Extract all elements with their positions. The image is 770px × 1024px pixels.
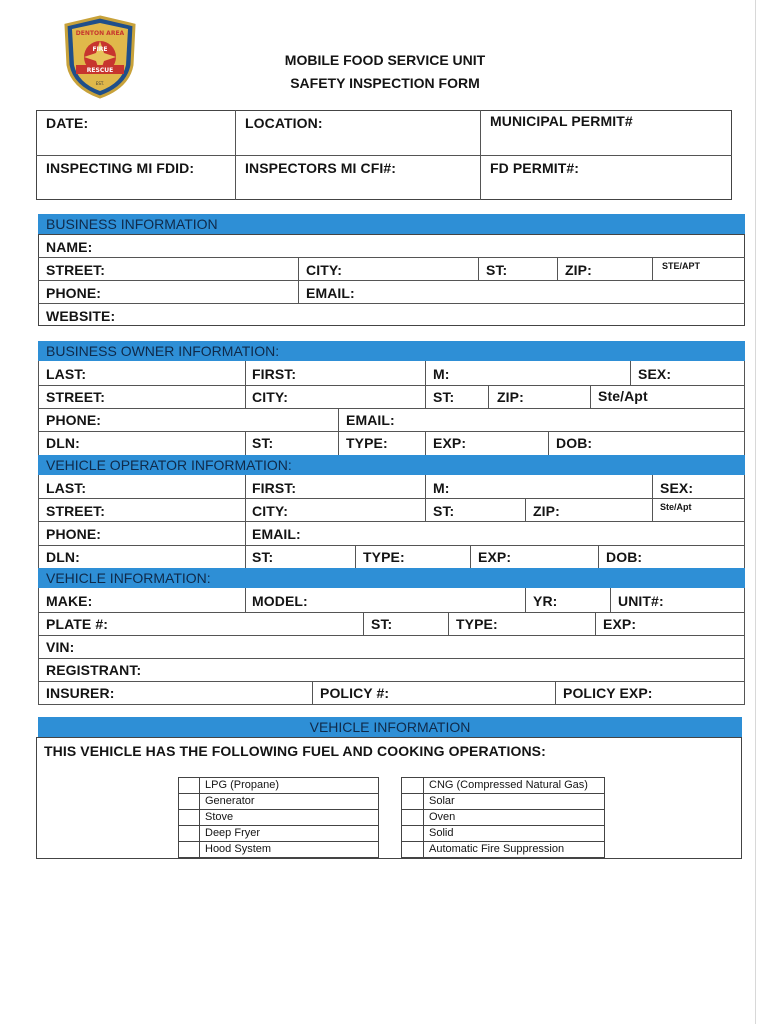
owner-type-field[interactable]: TYPE: [346, 435, 388, 451]
vehicle-model-field[interactable]: MODEL: [252, 593, 308, 609]
business-website-field[interactable]: WEBSITE: [46, 308, 116, 324]
checkbox-deep-fryer[interactable] [178, 825, 200, 842]
operator-city-field[interactable]: CITY: [252, 503, 289, 519]
inspectors-cfi-field[interactable]: INSPECTORS MI CFI#: [245, 160, 396, 176]
checkbox-generator[interactable] [178, 793, 200, 810]
vehicle-policy-field[interactable]: POLICY #: [320, 685, 390, 701]
page-edge [755, 0, 756, 1024]
operation-label: Solar [429, 795, 455, 807]
logo-banner-text: RESCUE [86, 67, 114, 74]
vehicle-registrant-field[interactable]: REGISTRANT: [46, 662, 142, 678]
business-city-field[interactable]: CITY: [306, 262, 343, 278]
location-field[interactable]: LOCATION: [245, 115, 323, 131]
operator-dl-st-field[interactable]: ST: [252, 549, 274, 565]
operation-label: Stove [205, 811, 234, 823]
owner-dob-field[interactable]: DOB: [556, 435, 593, 451]
operations-section-title: VEHICLE INFORMATION [309, 719, 471, 735]
logo-bottom-text: EST. [95, 81, 105, 86]
operator-email-field[interactable]: EMAIL: [252, 526, 301, 542]
vehicle-yr-field[interactable]: YR: [533, 593, 558, 609]
owner-first-field[interactable]: FIRST: [252, 366, 297, 382]
operation-label: Automatic Fire Suppression [429, 843, 565, 855]
business-st-field[interactable]: ST: [486, 262, 508, 278]
operation-label: Deep Fryer [205, 827, 261, 839]
operator-dln-field[interactable]: DLN: [46, 549, 80, 565]
owner-section-title: BUSINESS OWNER INFORMATION: [46, 343, 280, 359]
operation-label: Solid [429, 827, 454, 839]
checkbox-solar[interactable] [401, 793, 424, 810]
operation-label: Hood System [205, 843, 272, 855]
checkbox-hood-system[interactable] [178, 841, 200, 858]
vehicle-type-field[interactable]: TYPE: [456, 616, 498, 632]
business-phone-field[interactable]: PHONE: [46, 285, 102, 301]
checkbox-solid[interactable] [401, 825, 424, 842]
operator-section-title: VEHICLE OPERATOR INFORMATION: [46, 457, 292, 473]
operator-ste-apt-field[interactable]: Ste/Apt [660, 502, 692, 512]
logo-top-text: DENTON AREA [75, 30, 125, 37]
checkbox-lpg[interactable] [178, 777, 200, 794]
operation-label: Generator [205, 795, 255, 807]
owner-m-field[interactable]: M: [433, 366, 450, 382]
operator-st-field[interactable]: ST: [433, 503, 455, 519]
owner-zip-field[interactable]: ZIP: [497, 389, 524, 405]
owner-email-field[interactable]: EMAIL: [346, 412, 395, 428]
fire-department-logo [62, 15, 138, 99]
business-zip-field[interactable]: ZIP: [565, 262, 592, 278]
owner-exp-field[interactable]: EXP: [433, 435, 467, 451]
vehicle-exp-field[interactable]: EXP: [603, 616, 637, 632]
owner-dln-field[interactable]: DLN: [46, 435, 80, 451]
vehicle-vin-field[interactable]: VIN: [46, 639, 75, 655]
operation-label: CNG (Compressed Natural Gas) [429, 779, 588, 791]
operator-dob-field[interactable]: DOB: [606, 549, 643, 565]
vehicle-section-title: VEHICLE INFORMATION: [46, 570, 211, 586]
form-title-line2: SAFETY INSPECTION FORM [290, 75, 480, 91]
operator-zip-field[interactable]: ZIP: [533, 503, 560, 519]
checkbox-fire-suppression[interactable] [401, 841, 424, 858]
municipal-permit-field[interactable]: MUNICIPAL PERMIT# [490, 113, 633, 129]
operator-first-field[interactable]: FIRST: [252, 480, 297, 496]
owner-ste-apt-field[interactable]: Ste/Apt [598, 388, 648, 404]
owner-phone-field[interactable]: PHONE: [46, 412, 102, 428]
fd-permit-field[interactable]: FD PERMIT#: [490, 160, 579, 176]
vehicle-unit-field[interactable]: UNIT#: [618, 593, 664, 609]
vehicle-make-field[interactable]: MAKE: [46, 593, 93, 609]
business-section-title: BUSINESS INFORMATION [46, 216, 218, 232]
vehicle-plate-field[interactable]: PLATE #: [46, 616, 108, 632]
inspecting-fdid-field[interactable]: INSPECTING MI FDID: [46, 160, 195, 176]
business-ste-apt-field[interactable]: STE/APT [662, 261, 701, 271]
owner-street-field[interactable]: STREET: [46, 389, 106, 405]
owner-st-field[interactable]: ST: [433, 389, 455, 405]
business-street-field[interactable]: STREET: [46, 262, 106, 278]
checkbox-stove[interactable] [178, 809, 200, 826]
logo-mid-text: FIRE [92, 46, 108, 53]
operation-label: Oven [429, 811, 456, 823]
date-field[interactable]: DATE: [46, 115, 89, 131]
operations-statement: THIS VEHICLE HAS THE FOLLOWING FUEL AND COOKING OPERATIONS: [44, 743, 546, 759]
checkbox-oven[interactable] [401, 809, 424, 826]
form-title-line1: MOBILE FOOD SERVICE UNIT [284, 52, 486, 68]
business-name-field[interactable]: NAME: [46, 239, 93, 255]
vehicle-policy-exp-field[interactable]: POLICY EXP: [563, 685, 653, 701]
owner-city-field[interactable]: CITY: [252, 389, 289, 405]
operator-exp-field[interactable]: EXP: [478, 549, 512, 565]
business-email-field[interactable]: EMAIL: [306, 285, 355, 301]
vehicle-plate-st-field[interactable]: ST: [371, 616, 393, 632]
operator-street-field[interactable]: STREET: [46, 503, 106, 519]
owner-last-field[interactable]: LAST: [46, 366, 87, 382]
operator-type-field[interactable]: TYPE: [363, 549, 405, 565]
owner-sex-field[interactable]: SEX: [638, 366, 672, 382]
vehicle-insurer-field[interactable]: INSURER: [46, 685, 115, 701]
operator-phone-field[interactable]: PHONE: [46, 526, 102, 542]
operator-last-field[interactable]: LAST: [46, 480, 87, 496]
operator-m-field[interactable]: M: [433, 480, 450, 496]
owner-dl-st-field[interactable]: ST: [252, 435, 274, 451]
operator-sex-field[interactable]: SEX: [660, 480, 694, 496]
operation-label: LPG (Propane) [205, 779, 279, 791]
checkbox-cng[interactable] [401, 777, 424, 794]
